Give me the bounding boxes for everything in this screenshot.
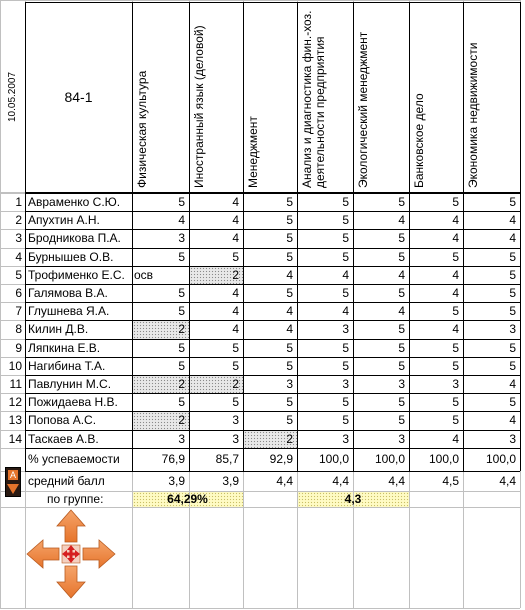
- student-name: Килин Д.В.: [28, 322, 89, 337]
- grade-cell[interactable]: 4: [398, 267, 405, 282]
- grade-cell[interactable]: 5: [398, 195, 405, 209]
- grade-cell[interactable]: 4: [286, 304, 293, 319]
- grade-cell[interactable]: 5: [286, 395, 293, 410]
- student-name: Авраменко С.Ю.: [28, 195, 121, 209]
- grade-cell[interactable]: 5: [286, 195, 293, 209]
- grade-cell[interactable]: 2: [178, 322, 185, 337]
- student-name: Пожидаева Н.В.: [28, 395, 118, 410]
- student-name: Бурнышев О.В.: [28, 249, 114, 264]
- grade-cell[interactable]: 5: [178, 249, 185, 264]
- grade-cell[interactable]: 5: [232, 358, 239, 373]
- row-number: 3: [15, 231, 22, 246]
- student-name: Попова А.С.: [28, 413, 97, 428]
- student-name: Ляпкина Е.В.: [28, 340, 101, 355]
- grade-cell[interactable]: 4: [342, 304, 349, 319]
- grade-cell[interactable]: 5: [342, 395, 349, 410]
- subject-header: Экологический менеджмент: [356, 31, 370, 188]
- grade-cell[interactable]: 5: [286, 231, 293, 246]
- grade-cell[interactable]: 5: [232, 249, 239, 264]
- grade-cell[interactable]: 5: [398, 340, 405, 355]
- grade-cell[interactable]: 4: [509, 413, 516, 428]
- grade-cell[interactable]: 4: [232, 322, 239, 337]
- grade-cell[interactable]: 5: [232, 340, 239, 355]
- grade-cell[interactable]: 5: [398, 231, 405, 246]
- grade-cell[interactable]: 4: [286, 322, 293, 337]
- grade-cell[interactable]: 5: [286, 249, 293, 264]
- grade-cell[interactable]: 5: [342, 340, 349, 355]
- subject-header: Экономика недвижимости: [466, 42, 480, 188]
- grade-cell[interactable]: 5: [342, 358, 349, 373]
- grade-cell[interactable]: 5: [452, 358, 459, 373]
- grade-cell[interactable]: 5: [509, 304, 516, 319]
- grade-cell[interactable]: 5: [452, 395, 459, 410]
- arrow-right-icon: [83, 540, 115, 568]
- row-number: 7: [15, 304, 22, 319]
- row-number: 4: [15, 249, 22, 264]
- average-value: 4,4: [332, 473, 349, 488]
- grade-cell[interactable]: 5: [509, 195, 516, 209]
- navigation-arrows[interactable]: [25, 508, 117, 600]
- grade-cell[interactable]: 5: [452, 249, 459, 264]
- grade-cell[interactable]: 5: [398, 413, 405, 428]
- student-name: Нагибина Т.А.: [28, 358, 106, 373]
- grid-line: [0, 0, 520, 1]
- grade-cell[interactable]: 5: [398, 358, 405, 373]
- grade-cell[interactable]: 5: [178, 195, 185, 209]
- grade-cell[interactable]: 3: [342, 377, 349, 391]
- grade-cell[interactable]: 5: [286, 340, 293, 355]
- grade-cell[interactable]: 4: [232, 195, 239, 209]
- table-border: [25, 2, 520, 3]
- subject-header: Менеджмент: [246, 116, 260, 188]
- row-number: 10: [8, 358, 22, 373]
- average-value: 3,9: [222, 473, 239, 488]
- grade-cell[interactable]: 5: [286, 286, 293, 300]
- average-value: 4,5: [442, 473, 459, 488]
- grade-cell[interactable]: 2: [232, 377, 239, 391]
- row-number: 5: [15, 267, 22, 282]
- grade-cell[interactable]: 5: [286, 358, 293, 373]
- grade-cell[interactable]: 2: [178, 377, 185, 391]
- grade-cell[interactable]: 5: [178, 358, 185, 373]
- grade-cell[interactable]: 5: [178, 286, 185, 300]
- grade-cell[interactable]: 3: [178, 431, 185, 446]
- grade-cell[interactable]: 5: [509, 340, 516, 355]
- student-name: Трофименко Е.С.: [28, 267, 125, 282]
- table-border: [520, 2, 521, 471]
- average-value: 4,4: [388, 473, 405, 488]
- grade-cell[interactable]: 4: [178, 213, 185, 228]
- grade-cell[interactable]: [132, 266, 189, 284]
- arrow-left-icon: [27, 540, 59, 568]
- side-sort-button[interactable]: [5, 467, 21, 497]
- report-date: 10.05.2007: [7, 71, 18, 122]
- group-average-value: 4,3: [344, 491, 362, 506]
- grade-cell[interactable]: 3: [286, 377, 293, 391]
- grade-cell[interactable]: 5: [452, 413, 459, 428]
- row-number: 11: [9, 377, 22, 391]
- grade-cell[interactable]: 5: [342, 231, 349, 246]
- grade-cell[interactable]: 5: [342, 249, 349, 264]
- grade-cell[interactable]: 3: [398, 431, 405, 446]
- grade-cell[interactable]: 3: [509, 431, 516, 446]
- subject-header: Банковское дело: [412, 93, 426, 188]
- success-value: 100,0: [428, 451, 459, 466]
- grade-cell[interactable]: 2: [178, 413, 185, 428]
- student-name: Апухтин А.Н.: [28, 213, 100, 228]
- grade-cell[interactable]: 4: [452, 286, 459, 300]
- row-number: 2: [15, 213, 22, 228]
- row-number: 14: [8, 431, 22, 446]
- row-number: 12: [8, 395, 22, 410]
- grade-cell[interactable]: 4: [398, 213, 405, 228]
- grade-cell[interactable]: 4: [286, 267, 293, 282]
- grade-cell[interactable]: 5: [452, 304, 459, 319]
- row-number: 6: [15, 286, 22, 300]
- success-value: 100,0: [374, 451, 405, 466]
- grade-cell[interactable]: 3: [342, 431, 349, 446]
- grade-cell[interactable]: 4: [452, 322, 459, 337]
- subject-header: Иностранный язык (деловой): [192, 25, 206, 188]
- grade-cell[interactable]: 5: [342, 413, 349, 428]
- success-value: 92,9: [269, 451, 293, 466]
- success-value: 85,7: [215, 451, 239, 466]
- grade-cell[interactable]: 3: [452, 377, 459, 391]
- grade-cell[interactable]: 5: [178, 304, 185, 319]
- row-number: 8: [15, 322, 22, 337]
- grade-cell[interactable]: 4: [232, 231, 239, 246]
- grade-cell[interactable]: 4: [398, 304, 405, 319]
- grade-cell[interactable]: 4: [232, 286, 239, 300]
- grade-cell[interactable]: 3: [232, 413, 239, 428]
- grade-cell[interactable]: 3: [178, 231, 185, 246]
- four-way-arrow-icon: [25, 508, 117, 600]
- grid-line: [0, 608, 520, 609]
- table-border: [25, 2, 26, 471]
- grade-cell[interactable]: 5: [178, 340, 185, 355]
- row-number: 9: [15, 340, 22, 355]
- student-name: Глушнева Я.А.: [28, 304, 110, 319]
- grade-cell[interactable]: 4: [509, 213, 516, 228]
- grade-cell[interactable]: 5: [452, 340, 459, 355]
- student-name: Павлунин М.С.: [28, 377, 112, 391]
- average-label: средний балл: [28, 473, 105, 488]
- grade-cell[interactable]: 4: [232, 213, 239, 228]
- average-value: 3,9: [168, 473, 185, 488]
- grade-cell[interactable]: 5: [232, 395, 239, 410]
- row-number: 13: [8, 413, 22, 428]
- grade-cell[interactable]: 5: [178, 395, 185, 410]
- arrow-up-icon: [57, 510, 85, 542]
- side-button-letter: A: [10, 469, 17, 480]
- student-name: Бродникова П.А.: [28, 231, 121, 246]
- success-value: 76,9: [161, 451, 185, 466]
- grade-cell[interactable]: 4: [509, 377, 516, 391]
- group-success-value: 64,29%: [167, 491, 208, 506]
- grade-cell[interactable]: 5: [286, 413, 293, 428]
- grade-cell[interactable]: 5: [509, 249, 516, 264]
- grade-cell[interactable]: 5: [398, 249, 405, 264]
- success-value: 100,0: [318, 451, 349, 466]
- grade-cell[interactable]: 5: [509, 286, 516, 300]
- grade-cell[interactable]: 3: [342, 322, 349, 337]
- grade-cell[interactable]: 4: [232, 304, 239, 319]
- grade-cell[interactable]: 4: [452, 231, 459, 246]
- group-number: 84-1: [64, 89, 93, 105]
- arrow-down-icon: [57, 566, 85, 598]
- grade-cell[interactable]: 2: [286, 431, 293, 446]
- grade-cell[interactable]: 4: [509, 231, 516, 246]
- group-label: по группе:: [47, 491, 104, 506]
- average-value: 4,4: [499, 473, 516, 488]
- grade-cell[interactable]: 5: [286, 213, 293, 228]
- grade-cell[interactable]: 4: [452, 213, 459, 228]
- grade-cell[interactable]: 5: [342, 213, 349, 228]
- grade-cell[interactable]: 5: [509, 267, 516, 282]
- grade-cell[interactable]: 5: [398, 395, 405, 410]
- grade-cell[interactable]: 4: [452, 267, 459, 282]
- student-name: Галямова В.А.: [28, 286, 108, 300]
- success-value: 100,0: [485, 451, 516, 466]
- student-note: осв: [134, 267, 154, 282]
- grade-cell[interactable]: 5: [452, 195, 459, 209]
- subject-header: Анализ и диагностика фин.-хоз. деятельности предприятия: [300, 10, 327, 188]
- success-label: % успеваемости: [28, 451, 120, 466]
- grade-cell[interactable]: 4: [452, 431, 459, 446]
- grade-cell[interactable]: 5: [398, 322, 405, 337]
- grade-cell[interactable]: 5: [342, 286, 349, 300]
- grade-cell[interactable]: 3: [232, 431, 239, 446]
- subject-header: Физическая культура: [135, 70, 149, 188]
- grade-cell[interactable]: 5: [342, 195, 349, 209]
- grade-cell[interactable]: 5: [509, 358, 516, 373]
- grade-cell[interactable]: 2: [232, 267, 239, 282]
- grade-cell[interactable]: 5: [398, 286, 405, 300]
- student-name: Таскаев А.В.: [28, 431, 99, 446]
- grade-cell[interactable]: 5: [509, 395, 516, 410]
- grade-cell[interactable]: 4: [342, 267, 349, 282]
- row-number: 1: [15, 195, 22, 209]
- grade-cell[interactable]: 3: [509, 322, 516, 337]
- grade-cell[interactable]: 3: [398, 377, 405, 391]
- average-value: 4,4: [276, 473, 293, 488]
